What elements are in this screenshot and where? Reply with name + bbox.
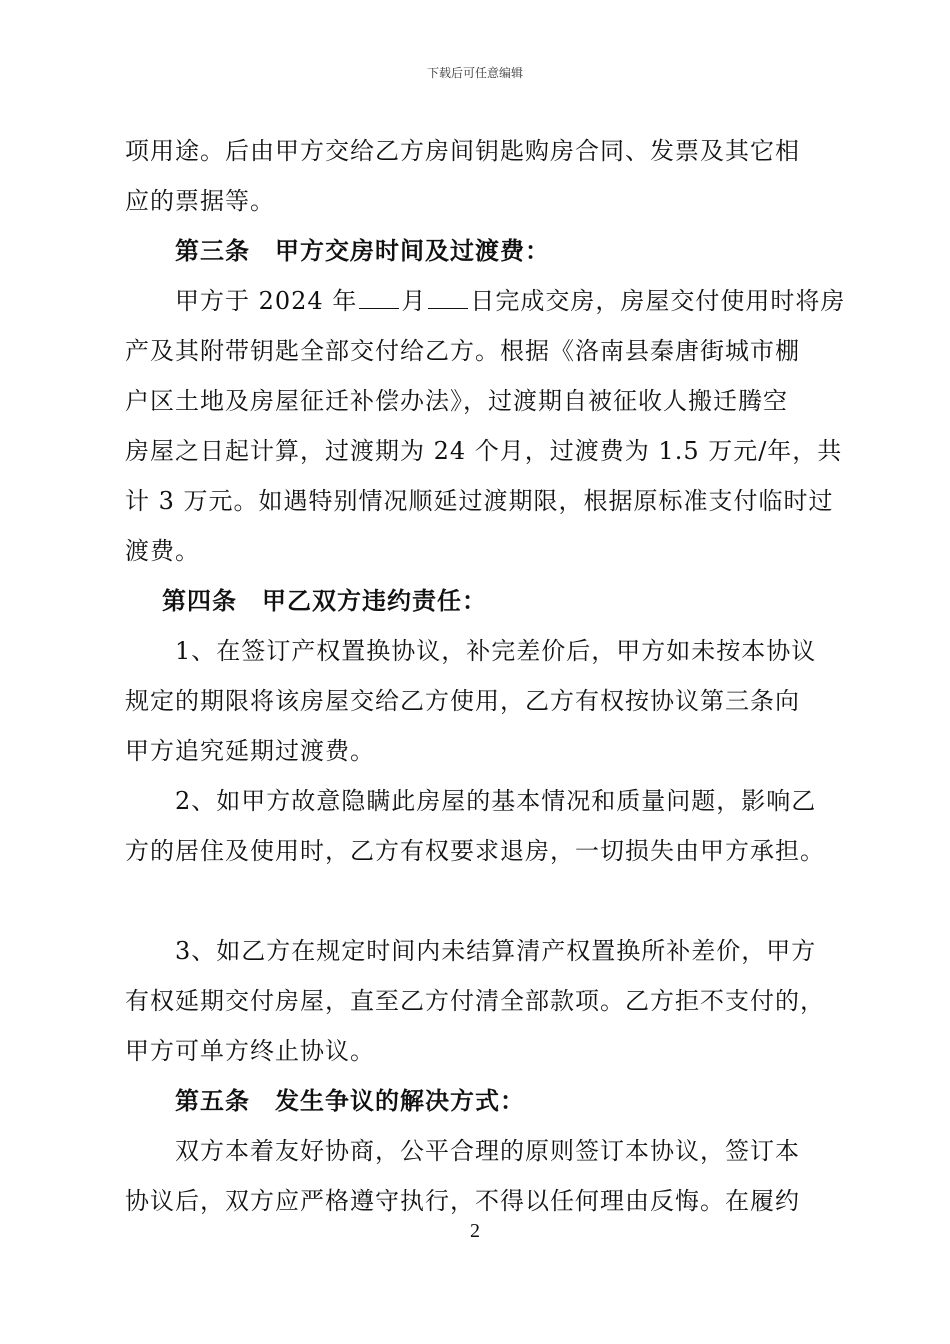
text-line: 2、如甲方故意隐瞒此房屋的基本情况和质量问题，影响乙	[175, 787, 817, 815]
text-line: 产及其附带钥匙全部交付给乙方。根据《洛南县秦唐街城市棚	[125, 337, 800, 365]
blank-field-day	[428, 286, 468, 309]
text-line	[175, 286, 845, 316]
text-line: 项用途。后由甲方交给乙方房间钥匙购房合同、发票及其它相	[125, 137, 800, 165]
text-line: 应的票据等。	[125, 187, 275, 215]
text-line: 甲方可单方终止协议。	[125, 1037, 375, 1065]
text-line: 双方本着友好协商，公平合理的原则签订本协议，签订本	[175, 1137, 800, 1165]
section-heading-3: 第三条 甲方交房时间及过渡费：	[175, 236, 550, 265]
text-line: 有权延期交付房屋，直至乙方付清全部款项。乙方拒不支付的，	[125, 987, 825, 1015]
page-header: 下载后可任意编辑	[426, 66, 523, 80]
text-segment: 甲方于 2024 年	[175, 287, 358, 315]
blank-field-month	[359, 286, 399, 309]
text-segment: 日完成交房，房屋交付使用时将房	[470, 287, 846, 315]
text-line: 户区土地及房屋征迁补偿办法》，过渡期自被征收人搬迁腾空	[125, 387, 788, 415]
section-heading-5: 第五条 发生争议的解决方式：	[175, 1086, 525, 1115]
section-heading-4: 第四条 甲乙双方违约责任：	[162, 586, 487, 615]
text-line: 方的居住及使用时，乙方有权要求退房，一切损失由甲方承担。	[125, 837, 825, 865]
page-number: 2	[470, 1220, 480, 1242]
text-line: 甲方追究延期过渡费。	[125, 737, 375, 765]
text-line: 规定的期限将该房屋交给乙方使用，乙方有权按协议第三条向	[125, 687, 800, 715]
text-segment: 月	[401, 287, 427, 315]
text-line: 渡费。	[125, 537, 200, 565]
text-line: 计 3 万元。如遇特别情况顺延过渡期限，根据原标准支付临时过	[125, 487, 834, 515]
text-line: 协议后，双方应严格遵守执行，不得以任何理由反悔。在履约	[125, 1187, 800, 1215]
text-line: 3、如乙方在规定时间内未结算清产权置换所补差价，甲方	[175, 937, 817, 965]
text-line: 1、在签订产权置换协议，补完差价后，甲方如未按本协议	[175, 637, 817, 665]
text-line: 房屋之日起计算，过渡期为 24 个月，过渡费为 1.5 万元/年，共	[125, 437, 843, 465]
